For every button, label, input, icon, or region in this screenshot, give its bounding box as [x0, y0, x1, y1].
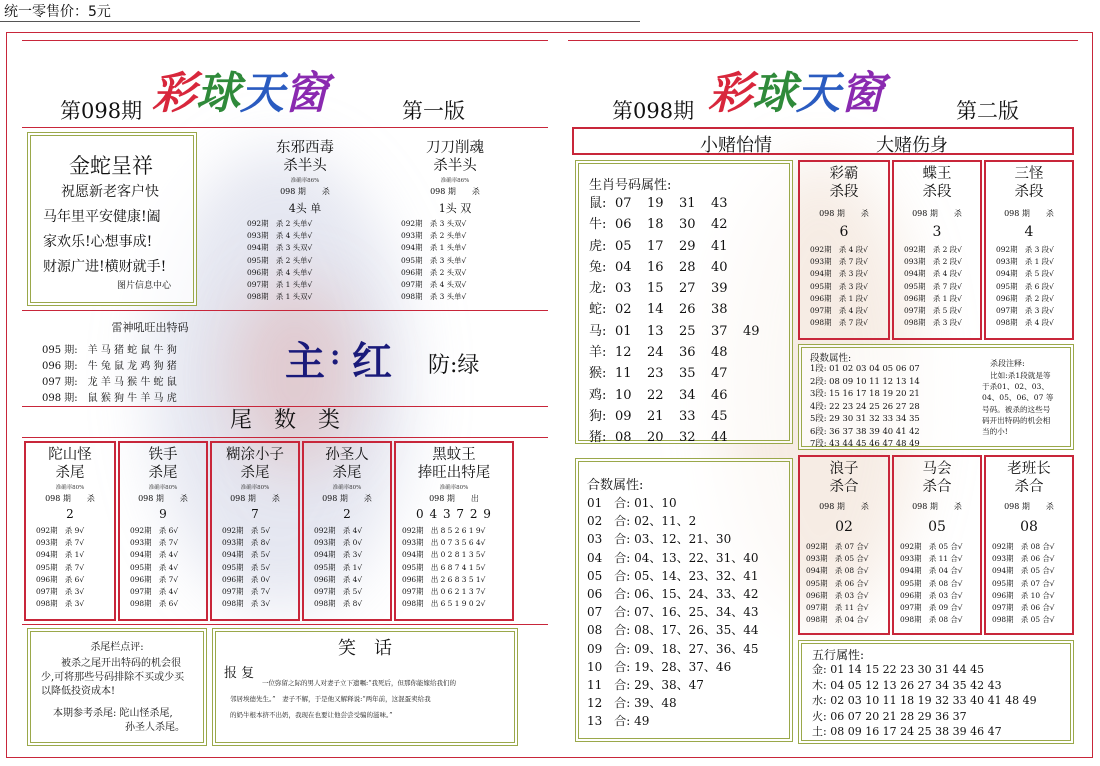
history-row: 093期 杀 7 段√ — [810, 257, 868, 267]
greeting-line: 家欢乐!心想事成! — [43, 234, 153, 250]
history-row: 094期 杀 05 合√ — [992, 566, 1055, 576]
he-pick: 08 — [1020, 519, 1038, 535]
greeting-line: 财源广进!横财就手! — [43, 259, 167, 275]
left-lower-rule — [22, 624, 548, 625]
history-row: 097期 杀 4√ — [130, 586, 179, 596]
joke-line: 一位弥留之际的男人对妻子立下遗嘱:“我死后，但那你能嫁给我们的 — [262, 679, 457, 687]
history-row: 093期 杀 05 合√ — [806, 554, 869, 564]
history-row: 096期 杀 2 头双√ — [401, 267, 467, 277]
he-issue: 098 期 杀 — [912, 502, 962, 511]
slogan-a: 小赌怡情 — [700, 135, 772, 156]
note-line: 当的小! — [982, 427, 1008, 437]
seg-box-2 — [984, 160, 1074, 340]
heiwang-box — [394, 441, 514, 621]
slogan-bar — [572, 127, 1074, 155]
heiwang-acc: 准确率80% — [439, 485, 469, 491]
seg-rows — [810, 244, 868, 329]
logo-char: 彩 — [708, 68, 752, 119]
zodiac-row: 猴: 11 23 35 47 — [589, 366, 728, 382]
right-header — [570, 55, 1080, 125]
history-row: 097期 杀 5√ — [314, 586, 363, 596]
wei-acc: 准确率80% — [55, 485, 85, 491]
outer-frame-inner-top — [22, 40, 548, 41]
history-row: 096期 杀 03 合√ — [900, 590, 963, 600]
history-row: 095期 杀 7√ — [36, 562, 85, 572]
slogan-b: 大赌伤身 — [876, 135, 948, 156]
heshu-row: 02 合: 02、11、2 — [587, 514, 697, 529]
wei-rows — [314, 525, 362, 610]
he-rows — [992, 541, 1054, 626]
logo-char: 球 — [196, 68, 240, 119]
outer-frame-inner-top-right — [568, 40, 1078, 41]
seg-pick: 6 — [839, 224, 849, 240]
note-line: 比如:杀1段就是等 — [990, 371, 1051, 380]
segment-row: 1段: 01 02 03 04 05 06 07 — [810, 363, 920, 373]
heshu-rows — [587, 494, 758, 731]
history-row: 094期 杀 1√ — [36, 550, 85, 560]
history-row: 098期 杀 3 段√ — [904, 318, 962, 328]
wei-issue: 098 期 杀 — [45, 494, 95, 503]
history-row: 098期 杀 1 头双√ — [247, 292, 313, 302]
wuxing-row: 土: 08 09 16 17 24 25 38 39 46 47 — [812, 725, 1002, 738]
segments-title: 段数属性: — [810, 353, 852, 364]
wei-kill: 杀尾 — [240, 465, 270, 481]
zodiac-row: 羊: 12 24 36 48 — [589, 345, 728, 361]
history-row: 096期 杀 0√ — [222, 574, 271, 584]
wuxing-row: 水: 02 03 10 11 18 19 32 33 40 41 48 49 — [812, 694, 1037, 707]
heshu-row: 04 合: 04、13、22、31、40 — [587, 550, 759, 565]
wuxing-title: 五行属性: — [812, 648, 865, 662]
history-row: 095期 杀 6 段√ — [996, 281, 1054, 291]
history-row: 098期 杀 7 段√ — [810, 318, 868, 328]
main-color-colon: : — [330, 338, 341, 371]
history-row: 097期 杀 4 头双√ — [401, 279, 467, 289]
leishen-row: 097 期: 龙 羊 马 猴 牛 蛇 鼠 — [42, 377, 177, 388]
weishu-title: 尾 数 类 — [229, 408, 340, 433]
daodao-rows — [401, 218, 466, 303]
history-row: 092期 杀 3 段√ — [996, 245, 1054, 254]
logo-char: 天 — [796, 68, 840, 119]
heshu-row: 13 合: 49 — [587, 714, 650, 729]
backup-color: 防:绿 — [428, 353, 480, 378]
greeting-line: 马年里平安健康!阖 — [43, 209, 161, 225]
daodao-acc: 准确率86% — [440, 178, 470, 184]
history-row: 095期 杀 3 头单√ — [401, 255, 467, 265]
daodao-pick: 1头 双 — [438, 202, 472, 215]
history-row: 096期 杀 7√ — [130, 574, 179, 584]
heshu-row: 09 合: 09、18、27、36、45 — [587, 641, 759, 656]
right-logo — [708, 57, 968, 121]
history-row: 092期 杀 4 段√ — [810, 245, 868, 254]
leishen-row: 096 期: 牛 兔 鼠 龙 鸡 狗 猪 — [42, 361, 177, 372]
history-row: 096期 杀 1 段√ — [904, 293, 962, 303]
comment-ref: 本期参考杀尾: 陀山怪杀尾, — [53, 708, 173, 719]
seg-pick: 3 — [932, 224, 942, 240]
wei-name: 铁手 — [148, 447, 178, 463]
zodiac-row: 鼠: 07 19 31 43 — [589, 196, 728, 211]
note-line: 码开出特码的机会相 — [982, 415, 1051, 425]
seg-box-0 — [798, 160, 890, 340]
daodao-issue: 098 期 杀 — [430, 187, 480, 196]
history-row: 094期 杀 3√ — [314, 550, 363, 560]
zodiac-row: 猪: 08 20 32 44 — [589, 430, 728, 446]
zodiac-row: 兔: 04 16 28 40 — [589, 259, 728, 275]
comment-ref: 孙圣人杀尾。 — [125, 722, 185, 733]
note-text — [982, 370, 1053, 437]
history-row: 092期 杀 9√ — [36, 526, 85, 535]
wei-box-2 — [210, 441, 300, 621]
wei-pick: 2 — [343, 507, 351, 521]
comment-line: 被杀之尾开出特码的机会很 — [61, 658, 181, 669]
comment-box — [27, 628, 207, 746]
wei-issue: 098 期 杀 — [322, 494, 372, 503]
zodiac-row: 龙: 03 15 27 39 — [589, 281, 728, 297]
leishen-row: 095 期: 羊 马 猪 蛇 鼠 牛 狗 — [42, 345, 177, 356]
he-name: 老班长 — [1007, 461, 1051, 477]
history-row: 097期 杀 09 合√ — [900, 602, 963, 612]
seg-kill: 杀段 — [922, 184, 952, 200]
heshu-row: 12 合: 39、48 — [587, 696, 677, 711]
wei-acc: 准确率80% — [148, 485, 178, 491]
joke-subtitle: 报 复 — [224, 666, 255, 681]
history-row: 096期 杀 4 头单√ — [247, 267, 313, 277]
history-row: 092期 出 8 5 2 6 1 9√ — [402, 526, 486, 535]
wei-pick: 9 — [159, 507, 167, 521]
wuxing-row: 金: 01 14 15 22 23 30 31 44 45 — [812, 663, 985, 676]
wei-rows — [36, 525, 84, 610]
heiwang-issue: 098 期 出 — [429, 494, 479, 503]
dongxie-rows — [247, 218, 312, 303]
history-row: 098期 杀 3 头单√ — [401, 292, 467, 302]
history-row: 094期 杀 04 合√ — [900, 566, 963, 576]
greeting-line: 祝愿新老客户快 — [61, 184, 159, 200]
leishen-row: 098 期: 鼠 猴 狗 牛 羊 马 虎 — [42, 393, 177, 404]
seg-issue: 098 期 杀 — [1004, 209, 1054, 218]
history-row: 095期 杀 7 段√ — [904, 281, 962, 291]
heshu-row: 06 合: 06、15、24、33、42 — [587, 587, 759, 602]
dongxie-issue: 098 期 杀 — [280, 187, 330, 196]
leishen-panel — [30, 315, 270, 405]
segment-row: 4段: 22 23 24 25 26 27 28 — [810, 400, 920, 411]
heshu-box — [575, 458, 793, 742]
history-row: 097期 杀 4 段√ — [810, 305, 868, 315]
segment-row: 5段: 29 30 31 32 33 34 35 — [810, 413, 920, 423]
history-row: 094期 出 0 2 8 1 3 5√ — [402, 550, 486, 560]
heshu-row: 05 合: 05、14、23、32、41 — [587, 568, 759, 583]
joke-line: 的奶牛根本挤不出奶，我现在也要让他尝尝受骗的滋味。” — [230, 711, 393, 719]
greeting-box — [27, 132, 197, 306]
history-row: 092期 杀 05 合√ — [900, 542, 963, 551]
logo-char: 窗 — [284, 68, 328, 119]
comment-line: 以降低投资成本! — [41, 686, 116, 697]
segment-row: 2段: 08 09 10 11 12 13 14 — [810, 375, 920, 386]
history-row: 097期 杀 1 头单√ — [247, 279, 313, 289]
seg-issue: 098 期 杀 — [912, 209, 962, 218]
he-kill: 杀合 — [829, 479, 859, 495]
he-rows — [806, 541, 868, 626]
history-row: 093期 杀 8√ — [222, 538, 271, 548]
history-row: 094期 杀 5√ — [222, 550, 271, 560]
he-box-0 — [798, 455, 890, 635]
he-box-1 — [892, 455, 982, 635]
dongxie-panel — [225, 138, 385, 308]
wei-rows — [222, 525, 270, 610]
seg-issue: 098 期 杀 — [819, 209, 869, 218]
history-row: 093期 杀 4 头单√ — [247, 231, 313, 241]
logo-char: 球 — [752, 68, 796, 119]
history-row: 095期 杀 08 合√ — [900, 578, 963, 588]
history-row: 098期 杀 6√ — [130, 599, 179, 609]
wei-issue: 098 期 杀 — [138, 494, 188, 503]
logo-char: 天 — [240, 68, 284, 119]
zodiac-row: 马: 01 13 25 37 49 — [589, 323, 760, 339]
wei-name: 孙圣人 — [325, 447, 369, 463]
he-kill: 杀合 — [1014, 479, 1044, 495]
history-row: 095期 杀 2 头单√ — [247, 255, 313, 265]
history-row: 092期 杀 5√ — [222, 526, 271, 535]
dongxie-acc: 准确率86% — [290, 178, 320, 184]
comment-title: 杀尾栏点评: — [90, 642, 144, 653]
wuxing-box — [798, 640, 1074, 744]
history-row: 097期 杀 3√ — [36, 586, 85, 596]
seg-pick: 4 — [1024, 224, 1034, 240]
history-row: 092期 杀 2 头单√ — [247, 219, 313, 228]
zodiac-row: 狗: 09 21 33 45 — [589, 408, 728, 424]
history-row: 092期 杀 07 合√ — [806, 542, 869, 551]
note-line: 号码。被杀的这些号 — [982, 404, 1051, 414]
wei-name: 陀山怪 — [48, 447, 92, 463]
history-row: 098期 杀 04 合√ — [806, 615, 869, 625]
history-row: 096期 杀 03 合√ — [806, 590, 869, 600]
wei-acc: 准确率80% — [332, 485, 362, 491]
history-row: 094期 杀 08 合√ — [806, 566, 869, 576]
history-row: 095期 杀 4√ — [130, 562, 179, 572]
heshu-title: 合数属性: — [587, 478, 644, 493]
history-row: 097期 杀 06 合√ — [992, 602, 1055, 612]
wei-kill: 杀尾 — [55, 465, 85, 481]
wei-box-1 — [118, 441, 208, 621]
seg-kill: 杀段 — [1014, 184, 1044, 200]
history-row: 098期 杀 3√ — [222, 599, 271, 609]
left-header-rule — [22, 127, 548, 128]
heshu-row: 07 合: 07、16、25、34、43 — [587, 605, 759, 620]
history-row: 095期 杀 07 合√ — [992, 578, 1055, 588]
history-row: 097期 杀 5 段√ — [904, 305, 962, 315]
wei-box-3 — [302, 441, 392, 621]
seg-kill: 杀段 — [829, 184, 859, 200]
main-color-value: 红 — [352, 338, 392, 385]
note-line: 04、05、06、07 等 — [982, 393, 1054, 403]
history-row: 096期 杀 6√ — [36, 574, 85, 584]
history-row: 095期 出 6 8 7 4 1 5√ — [402, 562, 486, 572]
history-row: 093期 杀 2 头单√ — [401, 231, 467, 241]
daodao-name: 刀刀削魂 — [426, 140, 484, 156]
wei-kill: 杀尾 — [148, 465, 178, 481]
wei-pick: 7 — [251, 507, 259, 521]
he-rows — [900, 541, 962, 626]
joke-title: 笑 话 — [338, 638, 392, 659]
history-row: 098期 杀 4 段√ — [996, 318, 1054, 328]
heshu-row: 08 合: 08、17、26、35、44 — [587, 623, 759, 638]
history-row: 094期 杀 4√ — [130, 550, 179, 560]
history-row: 098期 杀 05 合√ — [992, 615, 1055, 625]
history-row: 092期 杀 08 合√ — [992, 542, 1055, 551]
left-logo — [152, 57, 412, 121]
note-title: 杀段注释: — [990, 359, 1025, 368]
he-issue: 098 期 杀 — [819, 502, 869, 511]
history-row: 095期 杀 1√ — [314, 562, 363, 572]
wei-box-0 — [24, 441, 116, 621]
history-row: 096期 杀 2 段√ — [996, 293, 1054, 303]
daodao-panel — [375, 138, 535, 308]
history-row: 096期 杀 4√ — [314, 574, 363, 584]
right-edition: 第二版 — [956, 99, 1019, 123]
he-name: 浪子 — [829, 461, 859, 477]
note-line: 于杀01、02、03、 — [982, 382, 1049, 392]
history-row: 093期 出 0 7 3 5 6 4√ — [402, 538, 486, 548]
he-kill: 杀合 — [922, 479, 952, 495]
heiwang-sub: 捧旺出特尾 — [417, 465, 491, 481]
left-issue: 第098期 — [60, 99, 143, 123]
history-row: 093期 杀 1 段√ — [996, 257, 1054, 267]
wei-name: 糊涂小子 — [226, 447, 284, 463]
seg-rows — [996, 244, 1054, 329]
segment-row: 3段: 15 16 17 18 19 20 21 — [810, 388, 920, 398]
seg-name: 蝶王 — [922, 166, 952, 182]
wei-issue: 098 期 杀 — [230, 494, 280, 503]
top-rule — [0, 21, 640, 22]
history-row: 094期 杀 4 段√ — [904, 269, 962, 279]
history-row: 092期 杀 3 头双√ — [401, 219, 467, 228]
history-row: 093期 杀 11 合√ — [900, 554, 963, 564]
left-header — [22, 55, 548, 125]
dongxie-name: 东邪西毒 — [276, 140, 334, 156]
segments-box — [798, 344, 1074, 450]
he-box-2 — [984, 455, 1074, 635]
he-name: 马会 — [922, 461, 952, 477]
joke-box — [212, 628, 518, 746]
history-row: 098期 出 6 5 1 9 0 2√ — [402, 599, 486, 609]
history-row: 093期 杀 7√ — [130, 538, 179, 548]
greeting-footer: 图片信息中心 — [117, 281, 172, 291]
daodao-kill: 杀半头 — [433, 158, 477, 174]
history-row: 096期 出 2 6 8 3 5 1√ — [402, 574, 486, 584]
he-issue: 098 期 杀 — [1004, 502, 1054, 511]
zodiac-rows — [589, 192, 767, 448]
history-row: 095期 杀 3 段√ — [810, 281, 868, 291]
zodiac-row: 鸡: 10 22 34 46 — [589, 387, 728, 403]
heshu-row: 01 合: 01、10 — [587, 496, 677, 510]
heshu-row: 03 合: 03、12、21、30 — [587, 532, 732, 547]
history-row: 093期 杀 0√ — [314, 538, 363, 548]
history-row: 094期 杀 3 段√ — [810, 269, 868, 279]
history-row: 094期 杀 3 头双√ — [247, 243, 313, 253]
history-row: 098期 杀 3√ — [36, 599, 85, 609]
left-mid-rule — [22, 310, 548, 311]
history-row: 097期 出 0 6 2 1 3 7√ — [402, 586, 486, 596]
zodiac-row: 虎: 05 17 29 41 — [589, 238, 728, 254]
history-row: 093期 杀 2 段√ — [904, 257, 962, 267]
history-row: 094期 杀 5 段√ — [996, 269, 1054, 279]
logo-char: 彩 — [152, 68, 196, 119]
history-row: 096期 杀 1 段√ — [810, 293, 868, 303]
wuxing-row: 火: 06 07 20 21 28 29 36 37 — [812, 709, 967, 723]
history-row: 098期 杀 8√ — [314, 599, 363, 609]
history-row: 093期 杀 06 合√ — [992, 554, 1055, 564]
history-row: 095期 杀 06 合√ — [806, 578, 869, 588]
history-row: 092期 杀 6√ — [130, 526, 179, 535]
wei-pick: 2 — [66, 507, 74, 521]
segment-row: 6段: 36 37 38 39 40 41 42 — [810, 425, 920, 436]
weishu-rule-bottom — [22, 437, 548, 438]
history-row: 098期 杀 08 合√ — [900, 615, 963, 625]
wei-acc: 准确率80% — [240, 485, 270, 491]
history-row: 097期 杀 3 段√ — [996, 305, 1054, 315]
leishen-title: 雷神吼旺出特码 — [111, 321, 189, 334]
history-row: 092期 杀 4√ — [314, 526, 363, 535]
segment-row: 7段: 43 44 45 46 47 48 49 — [810, 438, 920, 448]
main-color-label: 主 — [285, 338, 325, 385]
zodiac-row: 牛: 06 18 30 42 — [589, 217, 728, 233]
segments-rows — [810, 362, 920, 450]
right-issue: 第098期 — [612, 99, 695, 123]
heiwang-rows — [402, 525, 485, 610]
wuxing-row: 木: 04 05 12 13 26 27 34 35 42 43 — [812, 678, 1002, 692]
zodiac-box — [575, 160, 793, 444]
logo-char: 窗 — [840, 68, 884, 119]
history-row: 096期 杀 10 合√ — [992, 590, 1055, 600]
zodiac-title: 生肖号码属性: — [589, 178, 672, 193]
seg-rows — [904, 244, 962, 329]
seg-name: 三怪 — [1014, 166, 1044, 182]
history-row: 093期 杀 7√ — [36, 538, 85, 548]
seg-name: 彩霸 — [829, 166, 859, 182]
dongxie-kill: 杀半头 — [283, 158, 327, 174]
history-row: 095期 杀 5√ — [222, 562, 271, 572]
dongxie-pick: 4头 单 — [288, 202, 322, 215]
greeting-title: 金蛇呈祥 — [69, 154, 153, 178]
heshu-row: 11 合: 29、38、47 — [587, 678, 704, 693]
history-row: 097期 杀 7√ — [222, 586, 271, 596]
he-pick: 02 — [835, 519, 853, 535]
seg-box-1 — [892, 160, 982, 340]
heiwang-name: 黑蚊王 — [432, 447, 476, 463]
left-edition: 第一版 — [402, 99, 465, 123]
price-label: 统一零售价：5元 — [4, 4, 111, 20]
he-pick: 05 — [928, 519, 946, 535]
wei-rows — [130, 525, 178, 610]
comment-line: 少,可将那些号码排除不买或少买 — [41, 672, 185, 683]
joke-line: 邻居埃德先生。” 妻子不解，于是他又解释说:“两年前，这混蛋卖给我 — [230, 695, 431, 703]
zodiac-row: 蛇: 02 14 26 38 — [589, 302, 728, 318]
history-row: 092期 杀 2 段√ — [904, 245, 962, 254]
heiwang-pick: 0 4 3 7 2 9 — [416, 507, 492, 521]
wei-kill: 杀尾 — [332, 465, 362, 481]
history-row: 097期 杀 11 合√ — [806, 602, 869, 612]
heshu-row: 10 合: 19、28、37、46 — [587, 659, 732, 674]
history-row: 094期 杀 1 头单√ — [401, 243, 467, 253]
wuxing-rows — [812, 662, 1037, 740]
